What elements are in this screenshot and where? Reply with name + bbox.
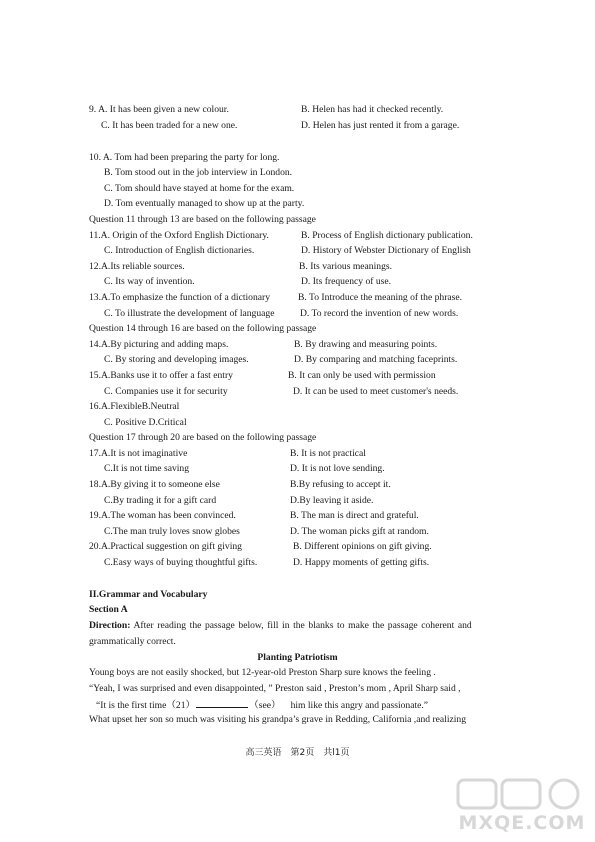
q18-option-b: B.By refusing to accept it. [290,479,391,490]
footer-text: 高三英语 第2页 共l1页 [245,748,350,758]
question-10-row1 [0,150,595,166]
q17-option-d: D. It is not love sending. [290,463,385,474]
q14-option-a: 14.A.By picturing and adding maps. [89,339,229,350]
question-18-row2 [0,493,595,509]
q12-option-d: D. Its frequency of use. [301,276,392,287]
question-17-row1 [0,446,595,462]
q19-option-a: 19.A.The woman has been convinced. [89,510,236,521]
q18-option-c: C.By trading it for a gift card [104,495,217,506]
section-a-text: Section A [89,604,128,615]
passage-line-4 [0,712,595,728]
q10-option-a: 10. A. Tom had been preparing the party for long. [89,152,280,163]
question-20-row2 [0,555,595,571]
question-17-row2 [0,461,595,477]
question-10-row2 [0,165,595,181]
q10-option-b: B. Tom stood out in the job interview in London. [104,167,293,178]
question-10-row3 [0,181,595,197]
verb-hint: （see） [249,700,281,711]
q17-option-b: B. It is not practical [290,448,366,459]
question-16-row2 [0,415,595,431]
q18-option-a: 18.A.By giving it to someone else [89,479,220,490]
page-footer [0,746,595,762]
question-11-row1 [0,228,595,244]
heading-text: Question 14 through 16 are based on the following passage [89,323,317,334]
question-13-row2 [0,306,595,322]
question-12-row2 [0,274,595,290]
question-14-row1 [0,337,595,353]
direction-text: After reading the passage below, fill in the blanks to make the passage coherent and [130,620,472,631]
section-two-title [0,587,595,603]
q19-option-c: C.The man truly loves snow globes [104,526,240,537]
q10-option-d: D. Tom eventually managed to show up at the party. [104,198,305,209]
passage-title [0,650,595,666]
heading-text: Question 11 through 13 are based on the following passage [89,214,316,225]
q11-option-b: B. Process of English dictionary publication. [301,230,473,241]
passage-line-1 [0,665,595,681]
question-10-row4 [0,196,595,212]
q17-option-a: 17.A.It is not imaginative [89,448,188,459]
q11-option-c: C. Introduction of English dictionaries. [104,245,255,256]
section-a-title [0,602,595,618]
q11-option-a: 11.A. Origin of the Oxford English Dictionary. [89,230,269,241]
q13-option-d: D. To record the invention of new words. [300,308,459,319]
question-15-row1 [0,368,595,384]
question-13-row1 [0,290,595,306]
blank-21[interactable] [196,697,248,708]
q14-option-c: C. By storing and developing images. [104,354,249,365]
q12-option-a: 12.A.Its reliable sources. [89,261,185,272]
passage-text: him like this angry and passionate.” [290,700,429,711]
q14-option-b: B. By drawing and measuring points. [294,339,438,350]
q14-option-d: D. By comparing and matching faceprints. [294,354,458,365]
direction-paragraph [89,618,472,634]
passage-text: Young boys are not easily shocked, but 12-year-old Preston Sharp sure knows the feeling . [89,667,436,678]
passage-line-3 [0,697,595,713]
passage-line-2 [0,681,595,697]
q12-option-b: B. Its various meanings. [299,261,392,272]
q20-option-c: C.Easy ways of buying thoughtful gifts. [104,557,258,568]
direction-line-1 [0,618,595,634]
passage-heading-17-20 [0,430,595,446]
q15-option-a: 15.A.Banks use it to offer a fast entry [89,370,233,381]
q12-option-c: C. Its way of invention. [104,276,195,287]
q9-option-d: D. Helen has just rented it from a garage. [301,120,460,131]
q18-option-d: D.By leaving it aside. [290,495,374,506]
question-9-row2 [0,118,595,134]
q19-option-d: D. The woman picks gift at random. [290,526,429,537]
direction-text-2: grammatically correct. [89,636,176,647]
q16-option-a: 16.A.FlexibleB.Neutral [89,401,180,412]
q17-option-c: C.It is not time saving [104,463,190,474]
passage-heading-11-13 [0,212,595,228]
question-15-row2 [0,384,595,400]
q13-option-c: C. To illustrate the development of language [104,308,275,319]
q15-option-c: C. Companies use it for security [104,386,228,397]
q9-option-c: C. It has been traded for a new one. [101,120,238,131]
passage-text: What upset her son so much was visiting his grandpa’s grave in Redding, California ,and realizing [89,714,467,725]
q20-option-d: D. Happy moments of getting gifts. [293,557,430,568]
watermark-text: MXQE.COM [458,812,586,834]
q16-option-c: C. Positive D.Critical [104,417,187,428]
question-19-row2 [0,524,595,540]
passage-title-text: Planting Patriotism [257,652,338,663]
watermark [456,778,588,838]
passage-text: “It is the first time（21） [96,700,196,711]
direction-line-2 [0,634,595,650]
heading-text: Question 17 through 20 are based on the following passage [89,432,317,443]
q13-option-b: B. To Introduce the meaning of the phrase. [298,292,463,303]
q15-option-d: D. It can be used to meet customer's needs. [293,386,459,397]
q9-option-b: B. Helen has had it checked recently. [301,104,444,115]
q15-option-b: B. It can only be used with permission [288,370,436,381]
passage-heading-14-16 [0,321,595,337]
q10-option-c: C. Tom should have stayed at home for the exam. [104,183,295,194]
passage-text: “Yeah, I was surprised and even disappointed, ” Preston said , Preston’s mom , April Sharp said , [89,683,461,694]
q19-option-b: B. The man is direct and grateful. [290,510,419,521]
q20-option-a: 20.A.Practical suggestion on gift giving [89,541,242,552]
q11-option-d: D. History of Webster Dictionary of English [301,245,471,256]
question-16-row1 [0,399,595,415]
q13-option-a: 13.A.To emphasize the function of a dictionary [89,292,271,303]
question-19-row1 [0,508,595,524]
question-9-row1 [0,102,595,118]
question-12-row1 [0,259,595,275]
section-title-text: II.Grammar and Vocabulary [89,589,208,600]
question-20-row1 [0,539,595,555]
question-11-row2 [0,243,595,259]
question-14-row2 [0,352,595,368]
direction-label: Direction: [89,620,131,631]
q20-option-b: B. Different opinions on gift giving. [293,541,432,552]
q9-option-a: 9. A. It has been given a new colour. [89,104,229,115]
question-18-row1 [0,477,595,493]
